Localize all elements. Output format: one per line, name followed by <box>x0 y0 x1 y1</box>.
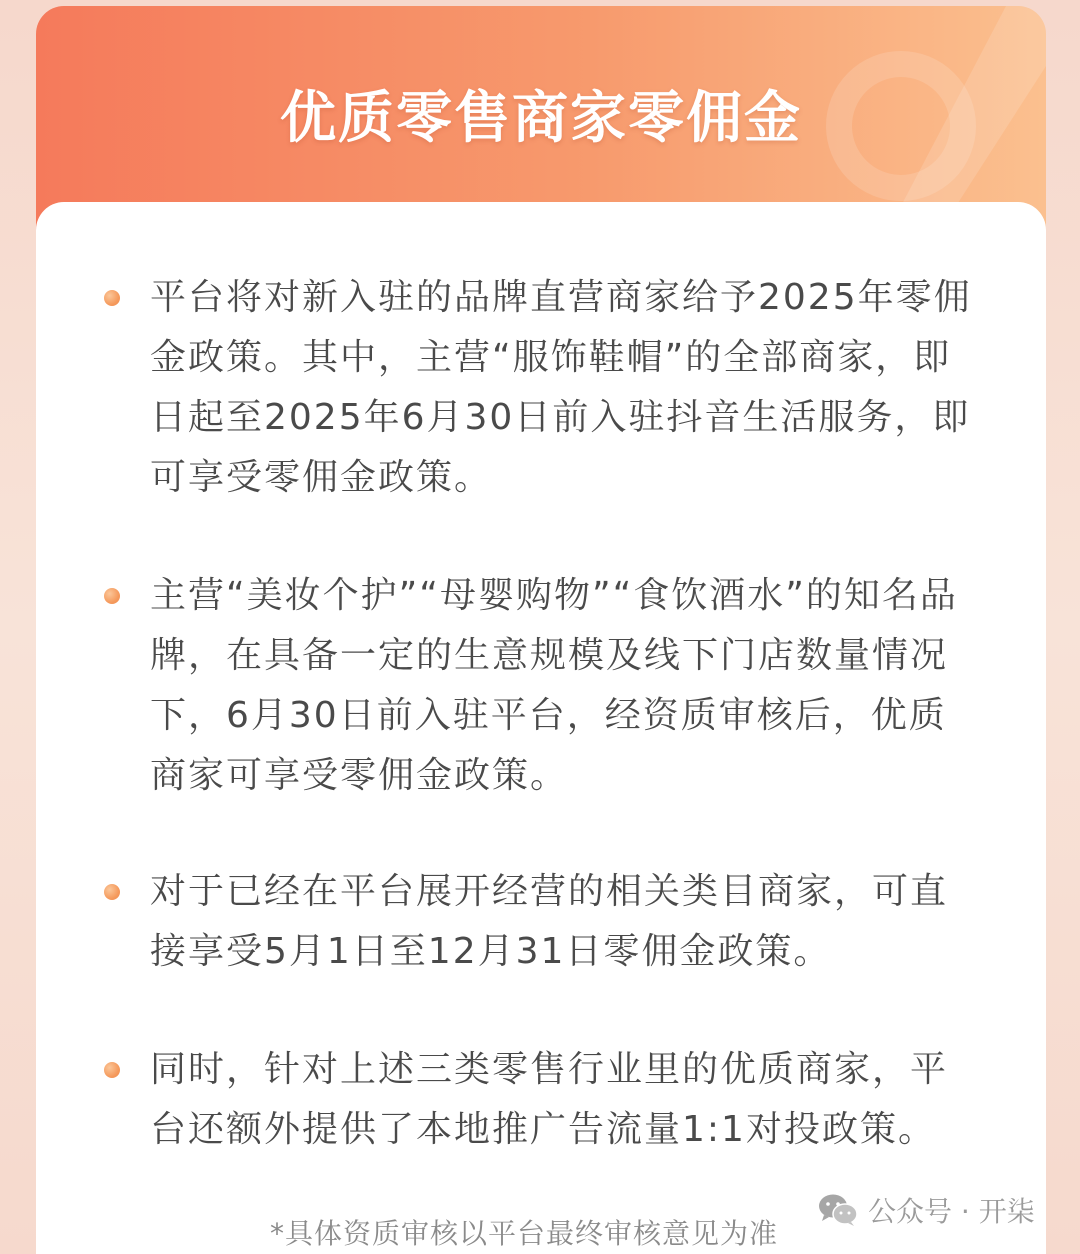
list-item <box>150 566 980 806</box>
policy-text: 同时，针对上述三类零售行业里的优质商家，平台还额外提供了本地推广告流量1:1对投政策。 <box>150 1049 949 1150</box>
page-title: 优质零售商家零佣金 <box>280 86 802 151</box>
watermark <box>818 1190 1035 1230</box>
bullet-dot-icon <box>104 1062 120 1078</box>
card-body <box>36 202 1046 1254</box>
policy-text: 主营“美妆个护”“母婴购物”“食饮酒水”的知名品牌，在具备一定的生意规模及线下门店数量情况下，6月30日前入驻平台，经资质审核后，优质商家可享受零佣金政策。 <box>150 575 958 796</box>
bullet-dot-icon <box>104 884 120 900</box>
policy-text: 平台将对新入驻的品牌直营商家给予2025年零佣金政策。其中，主营“服饰鞋帽”的全部商家，即日起至2025年6月30日前入驻抖音生活服务，即可享受零佣金政策。 <box>150 277 972 498</box>
bullet-dot-icon <box>104 290 120 306</box>
watermark-text: 公众号 · 开柒 <box>868 1195 1035 1228</box>
list-item <box>150 1040 980 1160</box>
list-item <box>150 268 980 508</box>
list-item <box>150 862 980 982</box>
bullet-dot-icon <box>104 588 120 604</box>
footnote: *具体资质审核以平台最终审核意见为准 <box>270 1217 779 1250</box>
wechat-icon <box>818 1193 858 1227</box>
policy-text: 对于已经在平台展开经营的相关类目商家，可直接享受5月1日至12月31日零佣金政策。 <box>150 871 949 972</box>
